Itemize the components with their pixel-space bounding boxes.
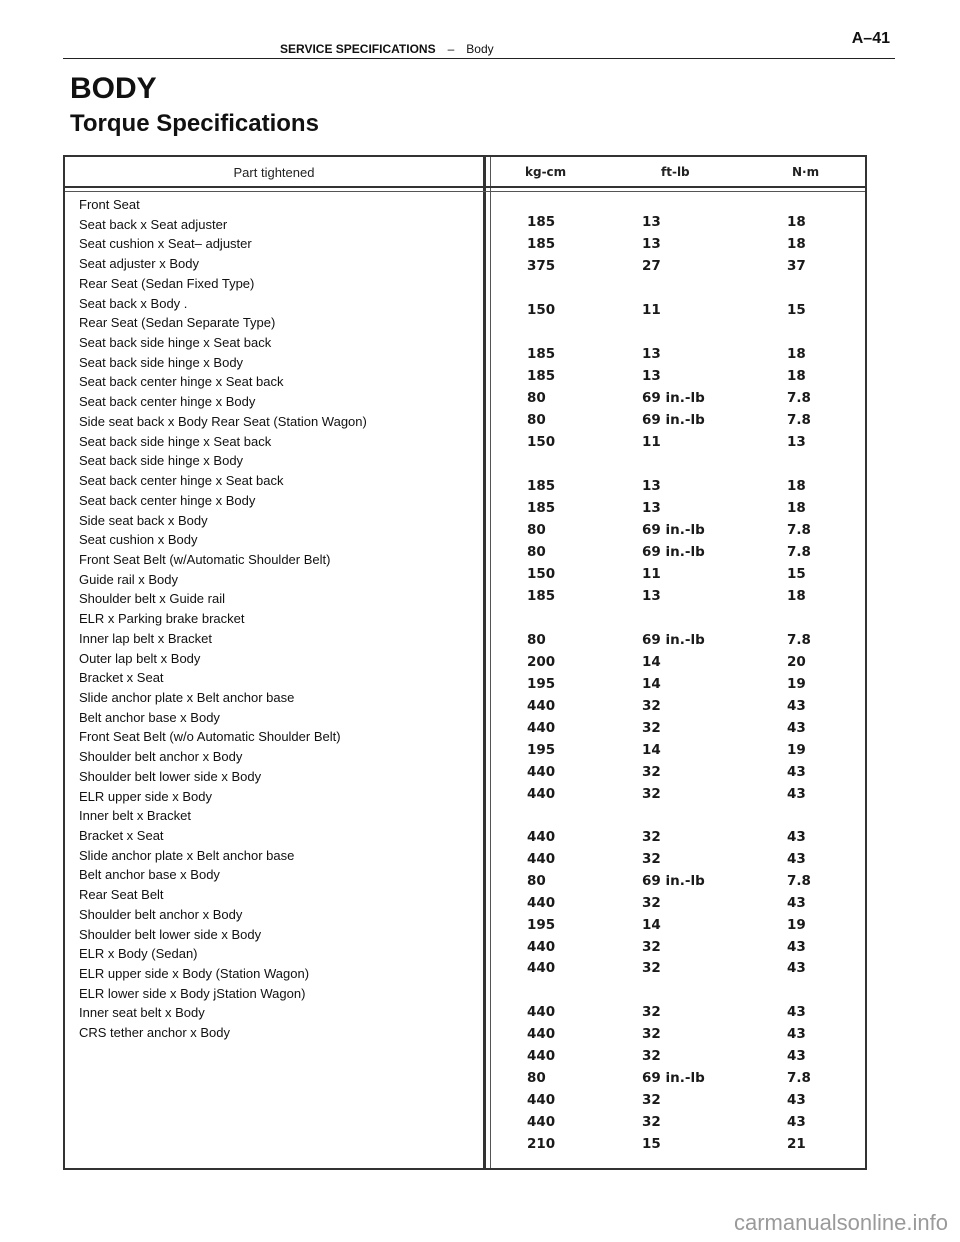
value-kg-cm: 440 <box>527 829 556 845</box>
value-n-m: 19 <box>787 676 806 692</box>
list-item: Shoulder belt lower side x Body <box>79 768 262 784</box>
torque-spec-table <box>63 155 867 1170</box>
value-ft-lb: 69 in.-lb <box>642 632 705 648</box>
table-row <box>65 566 869 586</box>
value-n-m: 7.8 <box>787 390 811 406</box>
value-n-m: 21 <box>787 1136 806 1152</box>
column-header-part: Part tightened <box>233 165 315 180</box>
value-n-m: 18 <box>787 500 806 516</box>
value-n-m: 43 <box>787 720 806 736</box>
value-n-m: 37 <box>787 258 806 274</box>
value-kg-cm: 80 <box>527 390 546 406</box>
table-row <box>65 764 869 784</box>
value-ft-lb: 32 <box>642 698 661 714</box>
part-list <box>79 195 367 1043</box>
value-ft-lb: 32 <box>642 1092 661 1108</box>
value-n-m: 43 <box>787 1092 806 1108</box>
value-ft-lb: 11 <box>642 434 661 450</box>
column-header-kg-cm: kg-cm <box>525 165 567 179</box>
value-kg-cm: 375 <box>527 258 556 274</box>
value-kg-cm: 185 <box>527 500 556 516</box>
list-item: Shoulder belt anchor x Body <box>79 906 243 922</box>
value-kg-cm: 440 <box>527 895 556 911</box>
table-row <box>65 654 869 674</box>
table-row <box>65 917 869 937</box>
list-item: Inner belt x Bracket <box>79 808 191 824</box>
value-kg-cm: 185 <box>527 588 556 604</box>
list-item: Belt anchor base x Body <box>79 709 220 725</box>
value-kg-cm: 80 <box>527 1070 546 1086</box>
value-kg-cm: 200 <box>527 654 556 670</box>
list-item: Inner lap belt x Bracket <box>79 630 212 646</box>
table-row <box>65 1026 869 1046</box>
value-n-m: 15 <box>787 302 806 318</box>
watermark: carmanualsonline.info <box>733 1210 948 1235</box>
value-n-m: 43 <box>787 939 806 955</box>
value-ft-lb: 14 <box>642 742 661 758</box>
value-ft-lb: 32 <box>642 720 661 736</box>
value-n-m: 18 <box>787 346 806 362</box>
table-row <box>65 1092 869 1112</box>
value-ft-lb: 32 <box>642 764 661 780</box>
value-kg-cm: 440 <box>527 1092 556 1108</box>
list-item: Seat back center hinge x Body <box>79 492 256 508</box>
list-item: Bracket x Seat <box>79 828 164 843</box>
value-ft-lb: 14 <box>642 676 661 692</box>
value-n-m: 7.8 <box>787 412 811 428</box>
list-item: Shoulder belt x Guide rail <box>79 591 225 607</box>
value-ft-lb: 13 <box>642 478 661 494</box>
header-divider <box>65 186 865 188</box>
value-ft-lb: 13 <box>642 214 661 230</box>
list-item: Seat back center hinge x Seat back <box>79 374 284 390</box>
section-separator: – <box>447 42 455 56</box>
value-n-m: 43 <box>787 1004 806 1020</box>
value-ft-lb: 27 <box>642 258 661 274</box>
list-item: Seat back side hinge x Seat back <box>79 433 272 449</box>
list-item: Seat adjuster x Body <box>79 256 199 272</box>
value-n-m: 43 <box>787 1026 806 1042</box>
value-kg-cm: 440 <box>527 698 556 714</box>
value-n-m: 20 <box>787 654 806 670</box>
value-kg-cm: 80 <box>527 632 546 648</box>
column-header-ft-lb: ft-lb <box>661 165 690 179</box>
value-kg-cm: 150 <box>527 302 556 318</box>
table-row <box>65 632 869 652</box>
value-kg-cm: 80 <box>527 412 546 428</box>
value-kg-cm: 185 <box>527 346 556 362</box>
value-ft-lb: 13 <box>642 368 661 384</box>
list-item: Seat back x Body . <box>79 295 188 311</box>
value-ft-lb: 69 in.-lb <box>642 390 705 406</box>
value-kg-cm: 440 <box>527 960 556 976</box>
value-n-m: 7.8 <box>787 544 811 560</box>
value-ft-lb: 32 <box>642 960 661 976</box>
table-row <box>65 786 869 806</box>
list-item: Seat back x Seat adjuster <box>79 216 228 232</box>
value-ft-lb: 13 <box>642 346 661 362</box>
value-kg-cm: 185 <box>527 214 556 230</box>
value-ft-lb: 13 <box>642 236 661 252</box>
value-ft-lb: 32 <box>642 939 661 955</box>
list-item: Seat back side hinge x Seat back <box>79 335 272 351</box>
table-row <box>65 258 869 278</box>
value-ft-lb: 32 <box>642 1004 661 1020</box>
table-row <box>65 1048 869 1068</box>
table-row <box>65 214 869 234</box>
value-ft-lb: 15 <box>642 1136 661 1152</box>
value-ft-lb: 32 <box>642 851 661 867</box>
value-ft-lb: 32 <box>642 1026 661 1042</box>
list-item: Shoulder belt lower side x Body <box>79 926 262 942</box>
list-item: Front Seat <box>79 197 140 212</box>
list-item: ELR upper side x Body <box>79 788 212 804</box>
column-header-n-m: N·m <box>792 165 820 179</box>
value-kg-cm: 150 <box>527 566 556 582</box>
value-n-m: 43 <box>787 698 806 714</box>
page-title: BODY <box>70 72 157 105</box>
value-ft-lb: 69 in.-lb <box>642 522 705 538</box>
table-row <box>65 500 869 520</box>
list-item: ELR x Body (Sedan) <box>79 946 198 962</box>
value-kg-cm: 185 <box>527 478 556 494</box>
value-n-m: 13 <box>787 434 806 450</box>
list-item: Guide rail x Body <box>79 571 178 587</box>
list-item: Seat back side hinge x Body <box>79 453 244 469</box>
value-ft-lb: 11 <box>642 566 661 582</box>
value-kg-cm: 440 <box>527 1048 556 1064</box>
list-item: Inner seat belt x Body <box>79 1005 205 1021</box>
list-item: Side seat back x Body <box>79 512 208 528</box>
table-row <box>65 368 869 388</box>
value-n-m: 18 <box>787 368 806 384</box>
table-row <box>65 698 869 718</box>
value-kg-cm: 195 <box>527 742 556 758</box>
list-item: Bracket x Seat <box>79 670 164 686</box>
table-row <box>65 390 869 410</box>
header-divider-inner <box>65 191 865 192</box>
table-row <box>65 588 869 608</box>
value-n-m: 7.8 <box>787 1070 811 1086</box>
list-item: Rear Seat (Sedan Separate Type) <box>79 315 276 331</box>
value-n-m: 43 <box>787 786 806 802</box>
value-n-m: 18 <box>787 214 806 230</box>
value-ft-lb: 32 <box>642 1114 661 1130</box>
table-row <box>65 720 869 740</box>
section-name: SERVICE SPECIFICATIONS <box>280 42 436 56</box>
page-subtitle: Torque Specifications <box>70 110 319 137</box>
table-row <box>65 895 869 915</box>
value-n-m: 7.8 <box>787 873 811 889</box>
page-number: A–41 <box>851 30 890 47</box>
value-n-m: 43 <box>787 960 806 976</box>
value-kg-cm: 185 <box>527 236 556 252</box>
list-item: CRS tether anchor x Body <box>79 1025 231 1041</box>
list-item: Rear Seat Belt <box>79 887 164 903</box>
running-head <box>280 42 494 56</box>
table-row <box>65 851 869 871</box>
list-item: Front Seat Belt (w/o Automatic Shoulder Belt) <box>79 729 341 745</box>
table-row <box>65 1114 869 1134</box>
list-item: ELR upper side x Body (Station Wagon) <box>79 966 310 982</box>
list-item: Belt anchor base x Body <box>79 867 220 883</box>
table-row <box>65 829 869 849</box>
header-rule <box>63 58 895 59</box>
value-ft-lb: 69 in.-lb <box>642 544 705 560</box>
value-ft-lb: 14 <box>642 654 661 670</box>
list-item: Front Seat Belt (w/Automatic Shoulder Belt) <box>79 551 331 567</box>
value-ft-lb: 13 <box>642 588 661 604</box>
value-ft-lb: 32 <box>642 1048 661 1064</box>
value-n-m: 7.8 <box>787 522 811 538</box>
list-item: ELR x Parking brake bracket <box>79 611 245 627</box>
list-item: Seat back center hinge x Seat back <box>79 473 284 489</box>
value-n-m: 43 <box>787 764 806 780</box>
value-kg-cm: 210 <box>527 1136 556 1152</box>
list-item: Seat back side hinge x Body <box>79 354 244 370</box>
value-ft-lb: 69 in.-lb <box>642 1070 705 1086</box>
value-ft-lb: 32 <box>642 895 661 911</box>
list-item: Seat cushion x Seat– adjuster <box>79 236 252 252</box>
table-row <box>65 676 869 696</box>
value-n-m: 43 <box>787 1048 806 1064</box>
list-item: Rear Seat (Sedan Fixed Type) <box>79 275 255 291</box>
table-row <box>65 1136 869 1156</box>
table-row <box>65 434 869 454</box>
table-row <box>65 939 869 959</box>
value-n-m: 7.8 <box>787 632 811 648</box>
value-n-m: 19 <box>787 742 806 758</box>
list-item: ELR lower side x Body jStation Wagon) <box>79 985 306 1001</box>
table-row <box>65 1004 869 1024</box>
list-item: Outer lap belt x Body <box>79 650 201 666</box>
value-ft-lb: 32 <box>642 829 661 845</box>
value-kg-cm: 185 <box>527 368 556 384</box>
value-ft-lb: 14 <box>642 917 661 933</box>
value-kg-cm: 440 <box>527 1114 556 1130</box>
value-kg-cm: 440 <box>527 851 556 867</box>
table-row <box>65 544 869 564</box>
value-kg-cm: 440 <box>527 939 556 955</box>
table-row <box>65 346 869 366</box>
value-kg-cm: 440 <box>527 1026 556 1042</box>
list-item: Shoulder belt anchor x Body <box>79 749 243 765</box>
list-item: Side seat back x Body Rear Seat (Station Wagon) <box>79 413 367 429</box>
value-n-m: 15 <box>787 566 806 582</box>
value-n-m: 18 <box>787 478 806 494</box>
table-row <box>65 236 869 256</box>
value-ft-lb: 32 <box>642 786 661 802</box>
table-row <box>65 478 869 498</box>
value-kg-cm: 80 <box>527 522 546 538</box>
table-row <box>65 302 869 322</box>
value-kg-cm: 440 <box>527 720 556 736</box>
value-n-m: 43 <box>787 895 806 911</box>
value-n-m: 43 <box>787 1114 806 1130</box>
value-n-m: 43 <box>787 829 806 845</box>
value-kg-cm: 195 <box>527 917 556 933</box>
list-item: Seat back center hinge x Body <box>79 394 256 410</box>
value-kg-cm: 195 <box>527 676 556 692</box>
value-n-m: 43 <box>787 851 806 867</box>
value-kg-cm: 440 <box>527 786 556 802</box>
table-row <box>65 873 869 893</box>
table-row <box>65 742 869 762</box>
value-n-m: 18 <box>787 236 806 252</box>
value-ft-lb: 11 <box>642 302 661 318</box>
subsection-name: Body <box>466 42 494 56</box>
table-row <box>65 1070 869 1090</box>
value-ft-lb: 69 in.-lb <box>642 412 705 428</box>
value-ft-lb: 69 in.-lb <box>642 873 705 889</box>
value-kg-cm: 440 <box>527 1004 556 1020</box>
list-item: Seat cushion x Body <box>79 532 198 548</box>
value-n-m: 19 <box>787 917 806 933</box>
value-n-m: 18 <box>787 588 806 604</box>
table-row <box>65 412 869 432</box>
table-row <box>65 522 869 542</box>
value-kg-cm: 80 <box>527 544 546 560</box>
value-ft-lb: 13 <box>642 500 661 516</box>
list-item: Slide anchor plate x Belt anchor base <box>79 689 295 705</box>
table-row <box>65 960 869 980</box>
value-kg-cm: 80 <box>527 873 546 889</box>
list-item: Slide anchor plate x Belt anchor base <box>79 847 295 863</box>
value-kg-cm: 440 <box>527 764 556 780</box>
value-kg-cm: 150 <box>527 434 556 450</box>
